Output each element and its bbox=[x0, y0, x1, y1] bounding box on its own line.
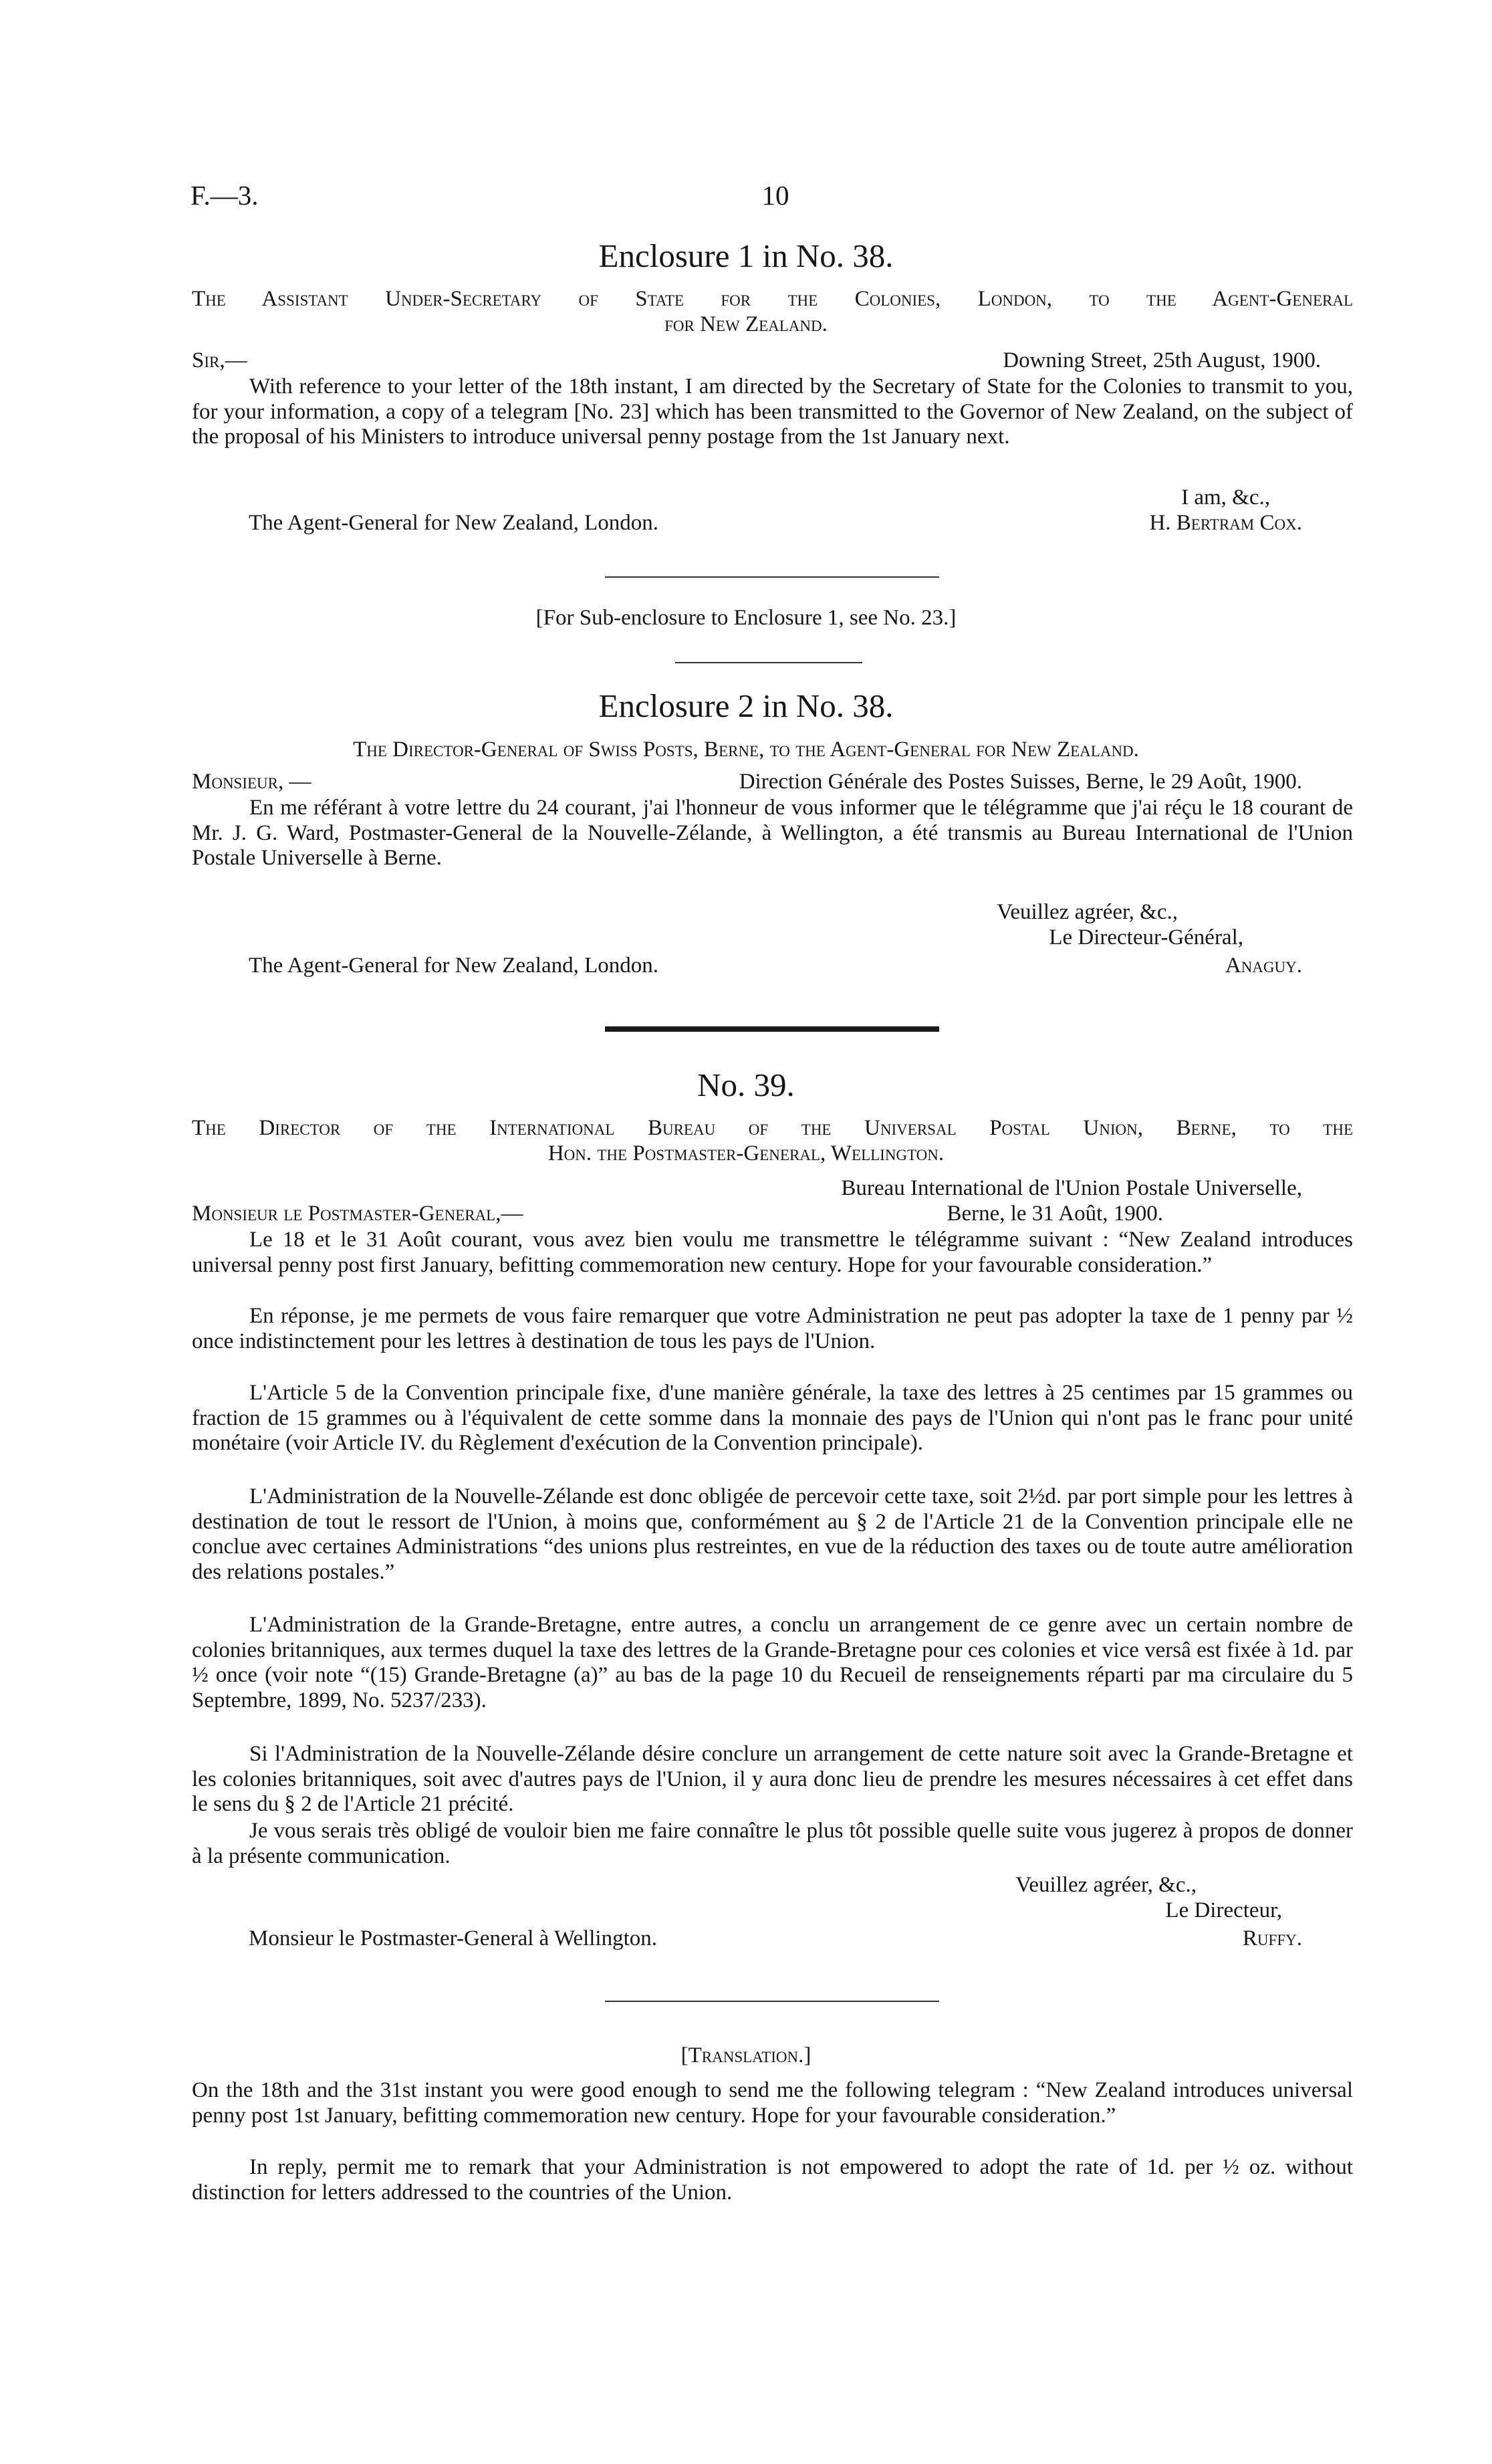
divider-rule bbox=[605, 2001, 939, 2002]
no-39-place-2: Berne, le 31 Août, 1900. bbox=[947, 1202, 1163, 1226]
no-39-closing-2: Le Directeur, bbox=[1165, 1898, 1282, 1922]
no-39-addressee: Monsieur le Postmaster-General à Wellington. bbox=[249, 1926, 658, 1950]
divider-rule bbox=[675, 662, 862, 663]
no-39-paragraph: Je vous serais très obligé de vouloir bien me faire connaître le plus tôt possible quelle suite vous jugerez à propos de donner à la présente communication. bbox=[192, 1819, 1353, 1868]
sub-enclosure-note: [For Sub-enclosure to Enclosure 1, see No. 23.] bbox=[535, 606, 957, 630]
enclosure-1-from-to-line-2: for New Zealand. bbox=[664, 312, 828, 336]
enclosure-2-closing-2: Le Directeur-Général, bbox=[1049, 925, 1243, 949]
enclosure-2-from-to: The Director-General of Swiss Posts, Berne, to the Agent-General for New Zealand. bbox=[353, 738, 1139, 762]
enclosure-1-salutation: Sir,— bbox=[192, 348, 247, 372]
no-39-closing-1: Veuillez agréer, &c., bbox=[1015, 1873, 1197, 1897]
document-reference: F.—3. bbox=[191, 180, 259, 211]
enclosure-1-place-date: Downing Street, 25th August, 1900. bbox=[1003, 348, 1321, 372]
no-39-signature: Ruffy. bbox=[1242, 1926, 1302, 1950]
no-39-from-to-line-1: The Director of the International Bureau of the Universal Postal Union, Berne, to the bbox=[192, 1116, 1353, 1140]
enclosure-2-addressee: The Agent-General for New Zealand, London. bbox=[249, 954, 659, 978]
enclosure-2-place-date: Direction Générale des Postes Suisses, Berne, le 29 Août, 1900. bbox=[739, 770, 1302, 794]
enclosure-1-body: With reference to your letter of the 18th instant, I am directed by the Secretary of State for the Colonies to transmit to you, for your information, a copy of a telegram [No. 23] which has been transmitted to the Governor of New Zealand, on the subject of the proposal of his Ministers to introduce universal penny postage from the 1st January next. bbox=[192, 374, 1353, 449]
no-39-paragraph: Si l'Administration de la Nouvelle-Zélande désire conclure un arrangement de cette nature soit avec la Grande-Bretagne et les colonies britanniques, soit avec d'autres pays de l'Union, il y aura donc lieu de prendre les mesures nécessaires à cet effet dans le sens du § 2 de l'Article 21 précité. bbox=[192, 1742, 1353, 1816]
page-number: 10 bbox=[761, 180, 789, 211]
no-39-title: No. 39. bbox=[697, 1067, 795, 1103]
section-divider-thick bbox=[605, 1026, 939, 1032]
translation-paragraph: In reply, permit me to remark that your Administration is not empowered to adopt the rate of 1d. per ½ oz. without distinction for letters addressed to the countries of the Union. bbox=[192, 2155, 1353, 2205]
enclosure-1-title: Enclosure 1 in No. 38. bbox=[598, 237, 894, 274]
translation-paragraph: On the 18th and the 31st instant you were good enough to send me the following telegram : “New Zealand introduces universal penny post 1st January, befitting commemoration new century. Hope for your favourable consideration.” bbox=[192, 2078, 1353, 2128]
no-39-paragraph: En réponse, je me permets de vous faire remarquer que votre Administration ne peut pas adopter la taxe de 1 penny par ½ once indistinctement pour les lettres à destination de tous les pays de l'Union. bbox=[192, 1304, 1353, 1353]
no-39-from-to-line-2: Hon. the Postmaster-General, Wellington. bbox=[547, 1141, 945, 1165]
enclosure-2-closing-1: Veuillez agréer, &c., bbox=[997, 900, 1178, 924]
enclosure-2-salutation: Monsieur, — bbox=[192, 770, 312, 794]
no-39-paragraph: L'Article 5 de la Convention principale fixe, d'une manière générale, la taxe des lettres à 25 centimes par 15 grammes ou fraction de 15 grammes ou à l'équivalent de cette somme dans la monnaie des pays de l'Union qui n'ont pas le franc pour unité monétaire (voir Article IV. du Règlement d'exécution de la Convention principale). bbox=[192, 1381, 1353, 1455]
enclosure-1-closing: I am, &c., bbox=[1181, 485, 1270, 510]
no-39-paragraph: L'Administration de la Grande-Bretagne, entre autres, a conclu un arrangement de ce genre avec un certain nombre de colonies britanniques, aux termes duquel la taxe des lettres de la Grande-Bretagne pour ces colonies et vice versâ est fixée à 1d. par ½ once (voir note “(15) Grande-Bretagne (a)” au bas de la page 10 du Recueil de renseignements réparti par ma circulaire du 5 Septembre, 1899, No. 5237/233). bbox=[192, 1613, 1353, 1712]
translation-heading: [Translation.] bbox=[680, 2043, 812, 2067]
enclosure-1-addressee: The Agent-General for New Zealand, London. bbox=[249, 511, 659, 535]
no-39-place-1: Bureau International de l'Union Postale Universelle, bbox=[841, 1176, 1302, 1200]
enclosure-2-title: Enclosure 2 in No. 38. bbox=[598, 687, 894, 724]
no-39-paragraph: Le 18 et le 31 Août courant, vous avez bien voulu me transmettre le télégramme suivant : “New Zealand introduces universal penny post first January, befitting commemoration new century. Hope for your favourable consideration.” bbox=[192, 1228, 1353, 1277]
no-39-salutation: Monsieur le Postmaster-General,— bbox=[192, 1202, 523, 1226]
divider-rule bbox=[605, 576, 939, 578]
enclosure-2-body: En me référant à votre lettre du 24 courant, j'ai l'honneur de vous informer que le télégramme que j'ai réçu le 18 courant de Mr. J. G. Ward, Postmaster-General de la Nouvelle-Zélande, à Wellington, a été transmis au Bureau International de l'Union Postale Universelle à Berne. bbox=[192, 796, 1353, 870]
enclosure-1-signature: H. Bertram Cox. bbox=[1149, 511, 1302, 535]
no-39-paragraph: L'Administration de la Nouvelle-Zélande est donc obligée de percevoir cette taxe, soit 2½d. par port simple pour les lettres à destination de tout le ressort de l'Union, à moins que, conformément au § 2 de l'Article 21 de la Convention principale elle ne conclue avec certaines Administrations “des unions plus restreintes, en vue de la réduction des taxes ou de toute autre amélioration des relations postales.” bbox=[192, 1484, 1353, 1584]
enclosure-1-from-to-line-1: The Assistant Under-Secretary of State for the Colonies, London, to the Agent-General bbox=[192, 287, 1353, 311]
enclosure-2-signature: Anaguy. bbox=[1225, 954, 1302, 978]
